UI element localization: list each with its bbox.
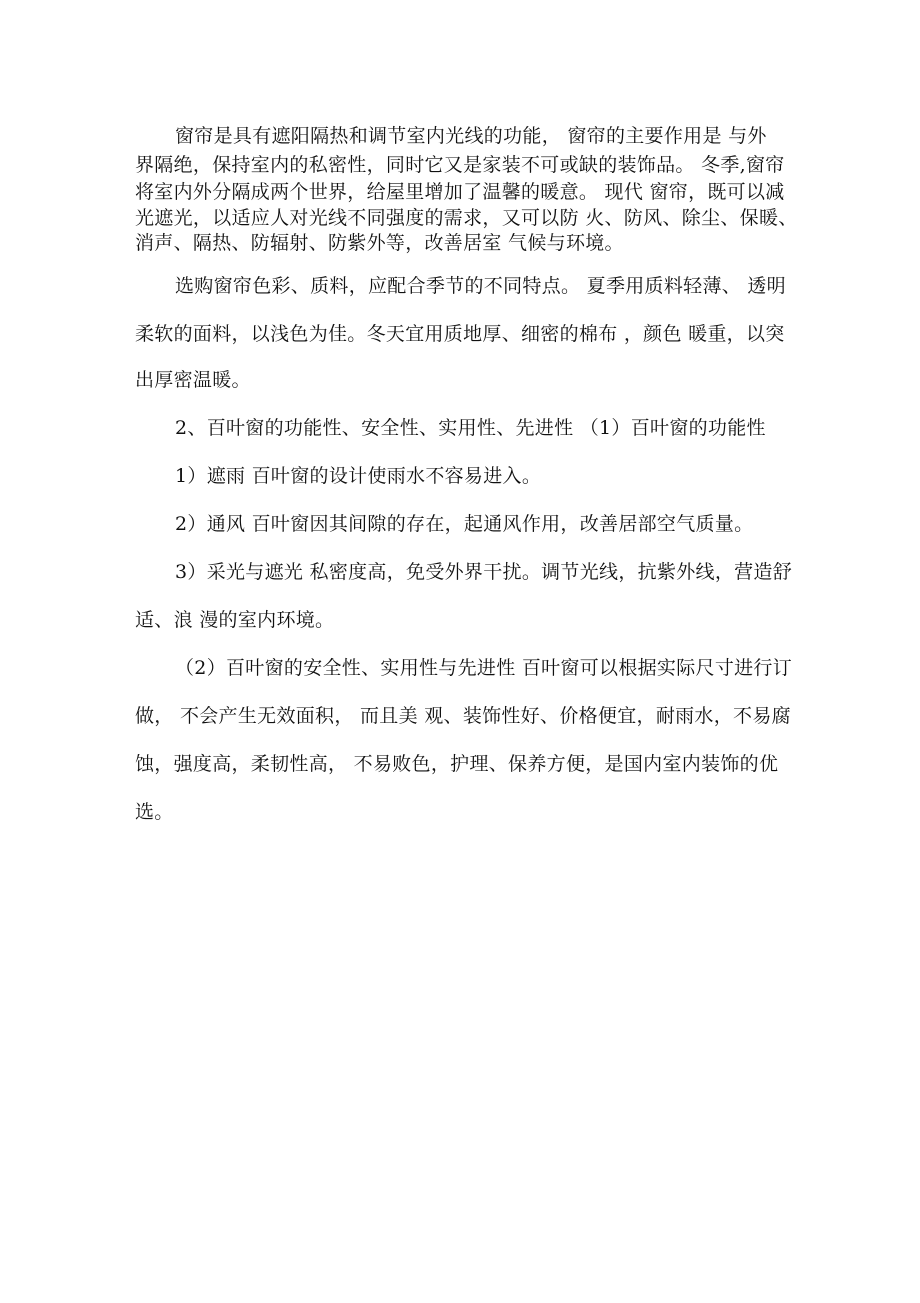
para1-line2: 界隔绝，保持室内的私密性，同时它又是家装不可或缺的装饰品。 冬季,窗帘 (135, 154, 785, 176)
para2-line3: 出厚密温暖。 (135, 369, 251, 391)
para3-line1: （2）百叶窗的安全性、实用性与先进性 百叶窗可以根据实际尺寸进行订 (175, 657, 793, 679)
item3-line2: 适、浪 漫的室内环境。 (135, 609, 335, 631)
item1-rain: 1）遮雨 百叶窗的设计使雨水不容易进入。 (175, 465, 542, 487)
para2-line1: 选购窗帘色彩、质料，应配合季节的不同特点。 夏季用质料轻薄、 透明 (175, 275, 786, 297)
para3-line3: 蚀，强度高，柔韧性高， 不易败色，护理、保养方便，是国内室内装饰的优 (135, 753, 779, 775)
para1-line4: 光遮光，以适应人对光线不同强度的需求，又可以防 火、防风、除尘、保暖、 (135, 207, 798, 229)
para1-line3: 将室内外分隔成两个世界，给屋里增加了温馨的暖意。 现代 窗帘，既可以减 (135, 181, 785, 203)
para1-line5: 消声、隔热、防辐射、防紫外等，改善居室 气候与环境。 (135, 232, 624, 254)
item3-line1: 3）采光与遮光 私密度高，免受外界干扰。调节光线，抗紫外线，营造舒 (175, 561, 793, 583)
section2-heading: 2、百叶窗的功能性、安全性、实用性、先进性 （1）百叶窗的功能性 (175, 417, 766, 439)
para1-line1: 窗帘是具有遮阳隔热和调节室内光线的功能， 窗帘的主要作用是 与外 (175, 125, 767, 147)
para2-line2: 柔软的面料，以浅色为佳。冬天宜用质地厚、细密的棉布 ，颜色 暖重，以突 (135, 323, 785, 345)
para3-line2: 做， 不会产生无效面积， 而且美 观、装饰性好、价格便宜，耐雨水，不易腐 (135, 705, 791, 727)
item2-ventilation: 2）通风 百叶窗因其间隙的存在，起通风作用，改善居部空气质量。 (175, 513, 754, 535)
para3-line4: 选。 (135, 801, 174, 823)
